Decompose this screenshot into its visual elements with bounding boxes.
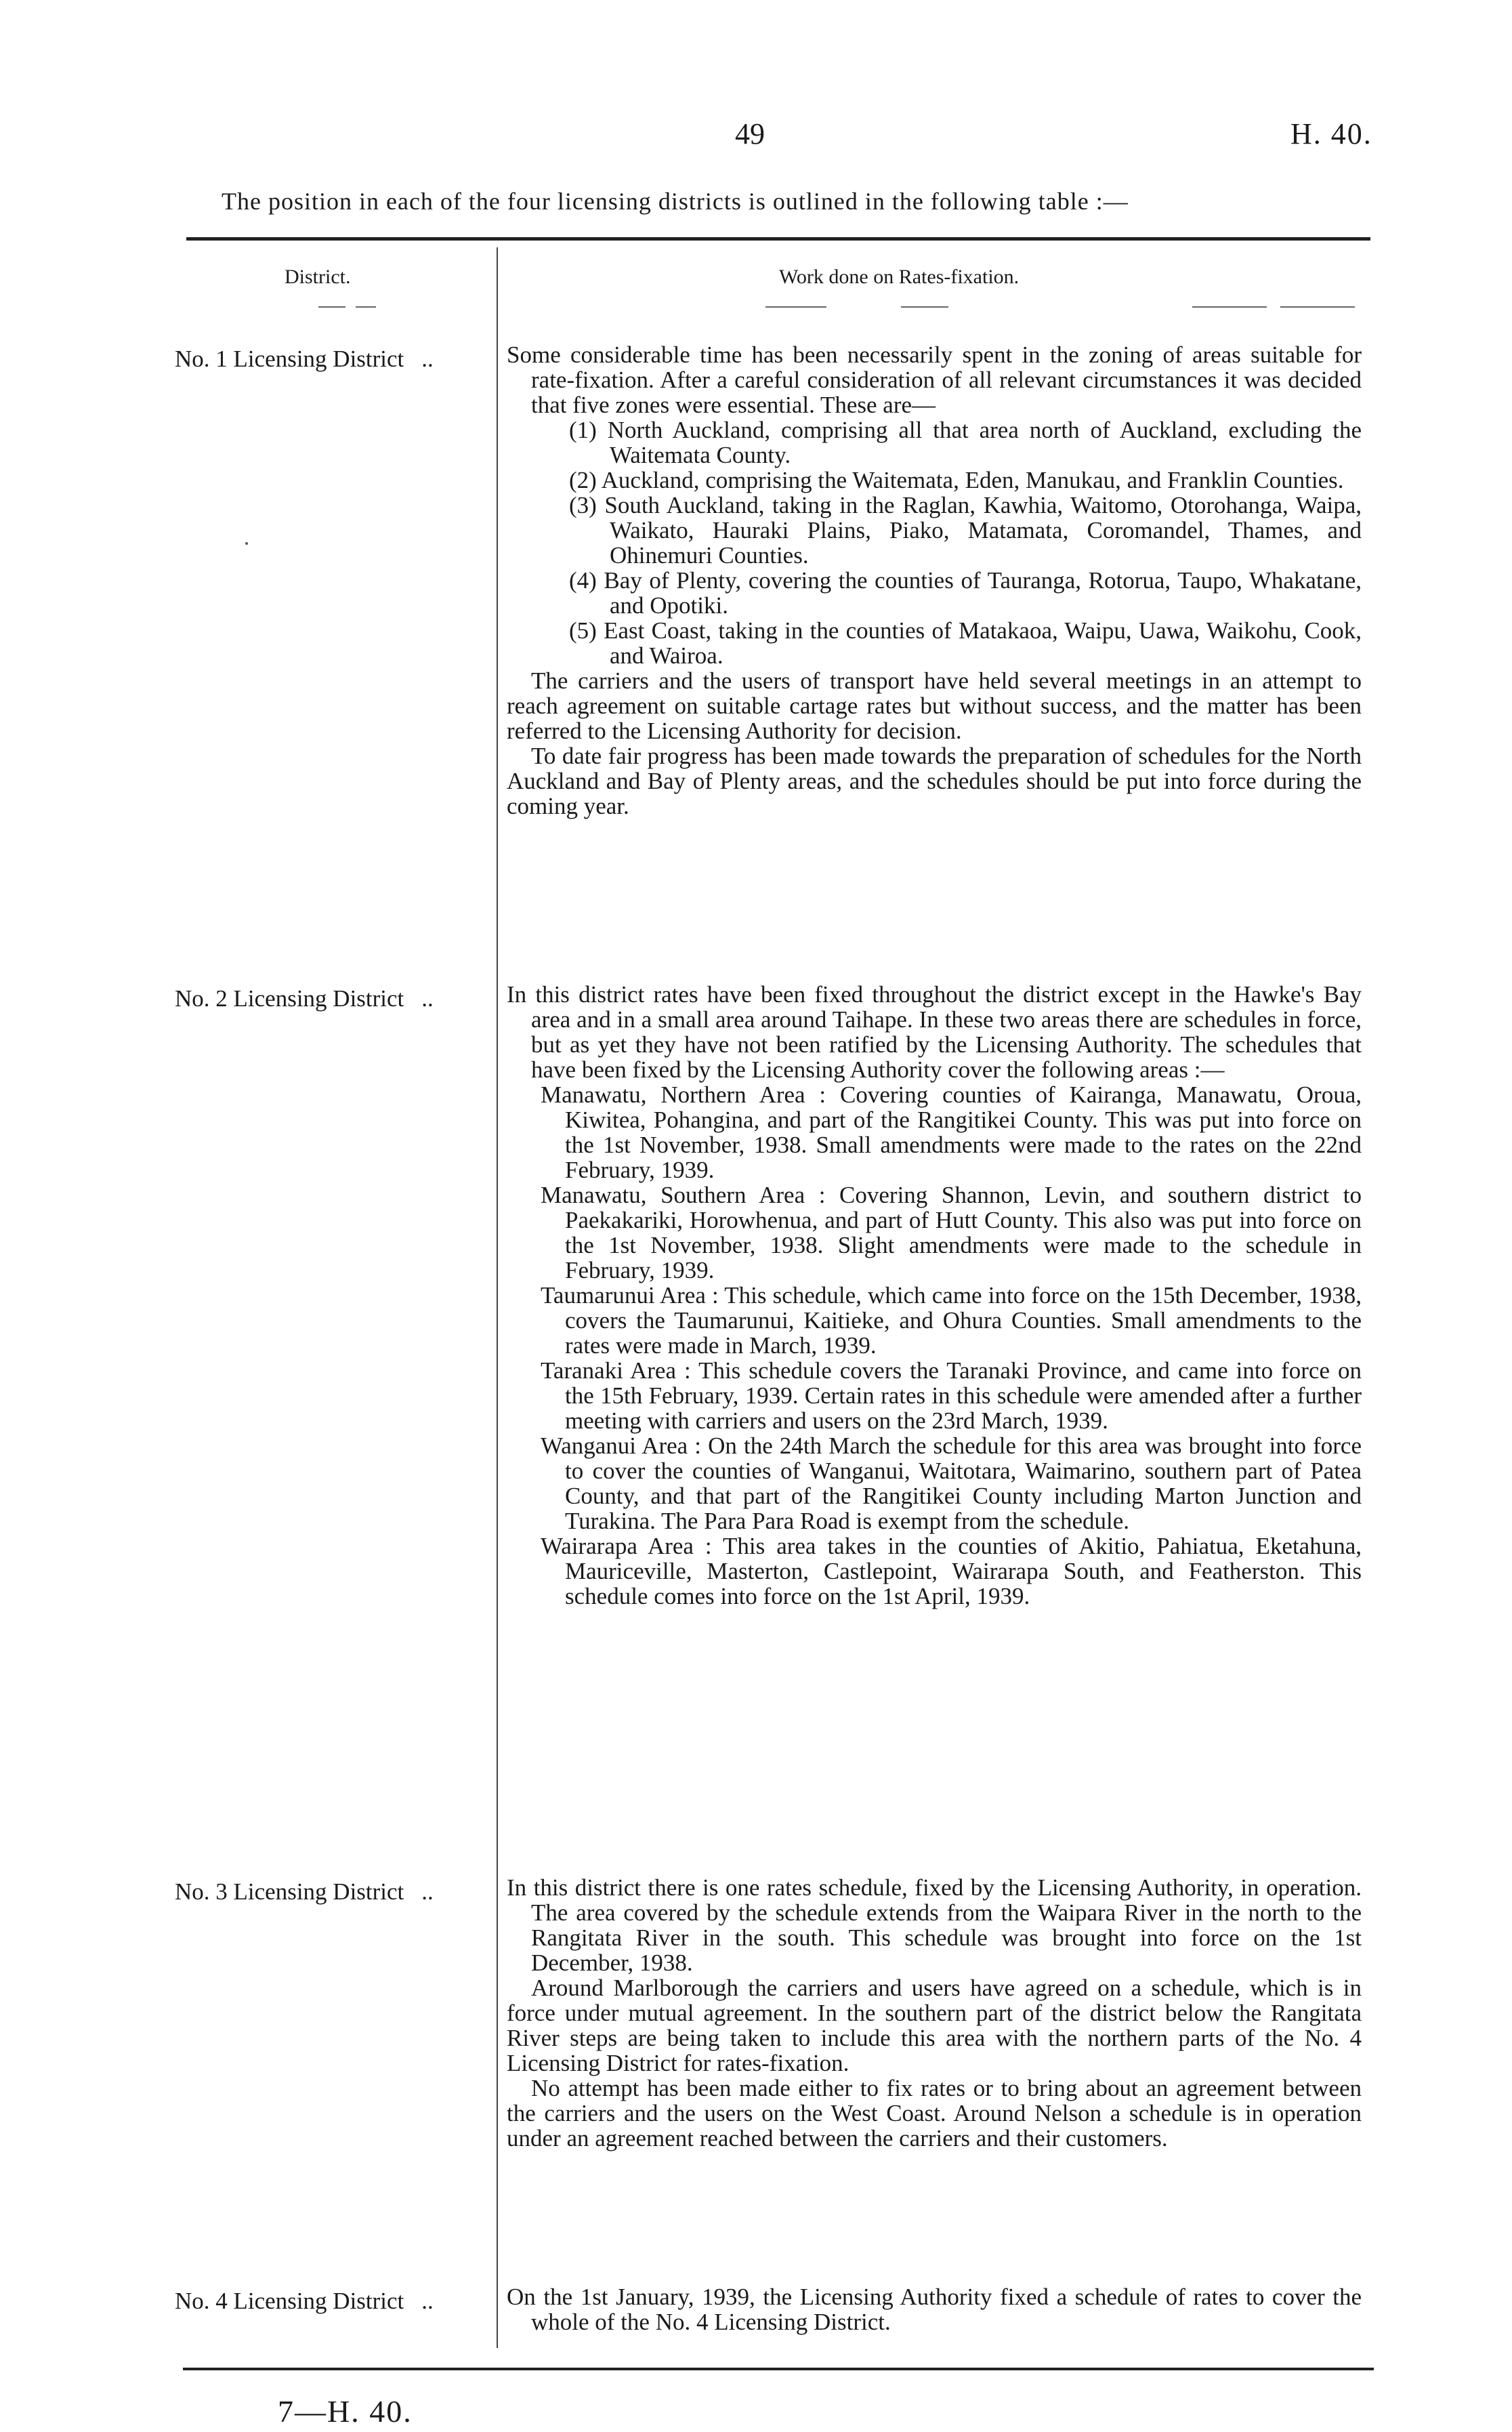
paragraph: No attempt has been made either to fix rates or to bring about an agreement between the carriers and the users on the West Coast. Around Nelson a schedule is in operation under an agreement reached between the carriers and their customers. — [507, 2075, 1362, 2151]
column-header-district: District. — [285, 266, 351, 288]
page-number: 49 — [735, 117, 765, 150]
area-entry: Wairarapa Area : This area takes in the counties of Akitio, Pahiatua, Eketahuna, Mauriceville, Masterton, Castlepoint, Wairarapa South, and Featherston. This schedule comes into force on the 1st April, 1939. — [541, 1533, 1362, 1609]
leader-dots: .. — [421, 2288, 434, 2314]
district-4-content — [507, 2284, 1362, 2334]
paragraph: Some considerable time has been necessarily spent in the zoning of areas suitable for rate-fixation. After a careful consideration of all relevant circumstances it was decided that five zones were essential. These are— — [507, 342, 1362, 418]
area-entry: Wanganui Area : On the 24th March the schedule for this area was brought into force to cover the counties of Wanganui, Waitotara, Waimarino, southern part of Patea County, and that part of the Rangitikei County including Marton Junction and Turakina. The Para Para Road is exempt from the schedule. — [541, 1433, 1362, 1534]
area-entry: Taumarunui Area : This schedule, which came into force on the 15th December, 1938, covers the Taumarunui, Kaitieke, and Ohura Counties. Small amendments to the rates were made in March, 1939. — [541, 1282, 1362, 1359]
header-dash — [1192, 306, 1267, 308]
header-dash — [901, 306, 948, 308]
area-entry: Manawatu, Southern Area : Covering Shannon, Levin, and southern district to Paekakariki, Horowhenua, and part of Hutt County. This also was put into force on the 1st November, 1938. Slight amendments were made to the schedule in February, 1939. — [541, 1182, 1362, 1283]
list-item: (4) Bay of Plenty, covering the counties of Tauranga, Rotorua, Taupo, Whakatane, and Opotiki. — [569, 567, 1362, 619]
list-item: (5) East Coast, taking in the counties of Matakaoa, Waipu, Uawa, Waikohu, Cook, and Wairoa. — [569, 617, 1362, 669]
district-2-content — [507, 982, 1362, 1609]
district-label-2 — [175, 985, 493, 1012]
column-header-work: Work done on Rates-fixation. — [779, 266, 1020, 288]
print-speck — [245, 542, 248, 545]
paragraph: In this district rates have been fixed throughout the district except in the Hawke's Bay area and in a small area around Taihape. In these two areas there are schedules in force, but as yet they have not been ratified by the Licensing Authority. The schedules that have been fixed by the Licensing Authority cover the following areas :— — [507, 981, 1362, 1083]
district-3-content — [507, 1875, 1362, 2151]
paragraph: On the 1st January, 1939, the Licensing Authority fixed a schedule of rates to cover the whole of the No. 4 Licensing District. — [507, 2284, 1362, 2335]
district-1-content — [507, 342, 1362, 819]
list-item: (3) South Auckland, taking in the Raglan, Kawhia, Waitomo, Otorohanga, Waipa, Waikato, Hauraki Plains, Piako, Matamata, Coromandel, Thames, and Ohinemuri Counties. — [569, 492, 1362, 569]
header-dash — [1280, 306, 1355, 308]
list-item: (1) North Auckland, comprising all that area north of Auckland, excluding the Waitemata County. — [569, 417, 1362, 468]
leader-dots: .. — [421, 346, 434, 372]
area-entry: Manawatu, Northern Area : Covering counties of Kairanga, Manawatu, Oroua, Kiwitea, Pohangina, and part of the Rangitikei County. This was put into force on the 1st November, 1938. Small amendments were made to the rates on the 22nd February, 1939. — [541, 1081, 1362, 1183]
district-name: No. 2 Licensing District — [175, 985, 404, 1012]
paragraph: Around Marlborough the carriers and users have agreed on a schedule, which is in force under mutual agreement. In the southern part of the district below the Rangitata River steps are being taken to include this area with the northern parts of the No. 4 Licensing District for rates-fixation. — [507, 1975, 1362, 2076]
header-dash — [765, 306, 826, 308]
district-name: No. 4 Licensing District — [175, 2288, 404, 2314]
paragraph: To date fair progress has been made towards the preparation of schedules for the North Auckland and Bay of Plenty areas, and the schedules should be put into force during the coming year. — [507, 743, 1362, 819]
district-name: No. 3 Licensing District — [175, 1878, 404, 1905]
header-dash — [356, 306, 376, 308]
document-reference: H. 40. — [1290, 117, 1372, 150]
column-divider — [497, 247, 498, 2348]
intro-sentence: The position in each of the four licensing districts is outlined in the following table :— — [222, 188, 1129, 215]
district-label-3 — [175, 1878, 493, 1905]
list-item: (2) Auckland, comprising the Waitemata, Eden, Manukau, and Franklin Counties. — [569, 467, 1344, 493]
header-dash — [318, 306, 345, 308]
table-top-rule — [186, 237, 1370, 241]
paragraph: The carriers and the users of transport have held several meetings in an attempt to reach agreement on suitable cartage rates but without success, and the matter has been referred to the Licensing Authority for decision. — [507, 667, 1362, 744]
area-entry: Taranaki Area : This schedule covers the Taranaki Province, and came into force on the 15th February, 1939. Certain rates in this schedule were amended after a further meeting with carriers and users on the 23rd March, 1939. — [541, 1357, 1362, 1434]
table-bottom-rule — [183, 2368, 1374, 2370]
leader-dots: .. — [421, 985, 434, 1012]
leader-dots: .. — [421, 1878, 434, 1905]
district-name: No. 1 Licensing District — [175, 346, 404, 372]
district-label-1 — [175, 346, 493, 373]
district-label-4 — [175, 2288, 493, 2315]
footer-signature: 7—H. 40. — [278, 2394, 413, 2429]
paragraph: In this district there is one rates schedule, fixed by the Licensing Authority, in operation. The area covered by the schedule extends from the Waipara River in the north to the Rangitata River in the south. This schedule was brought into force on the 1st December, 1938. — [507, 1874, 1362, 1976]
